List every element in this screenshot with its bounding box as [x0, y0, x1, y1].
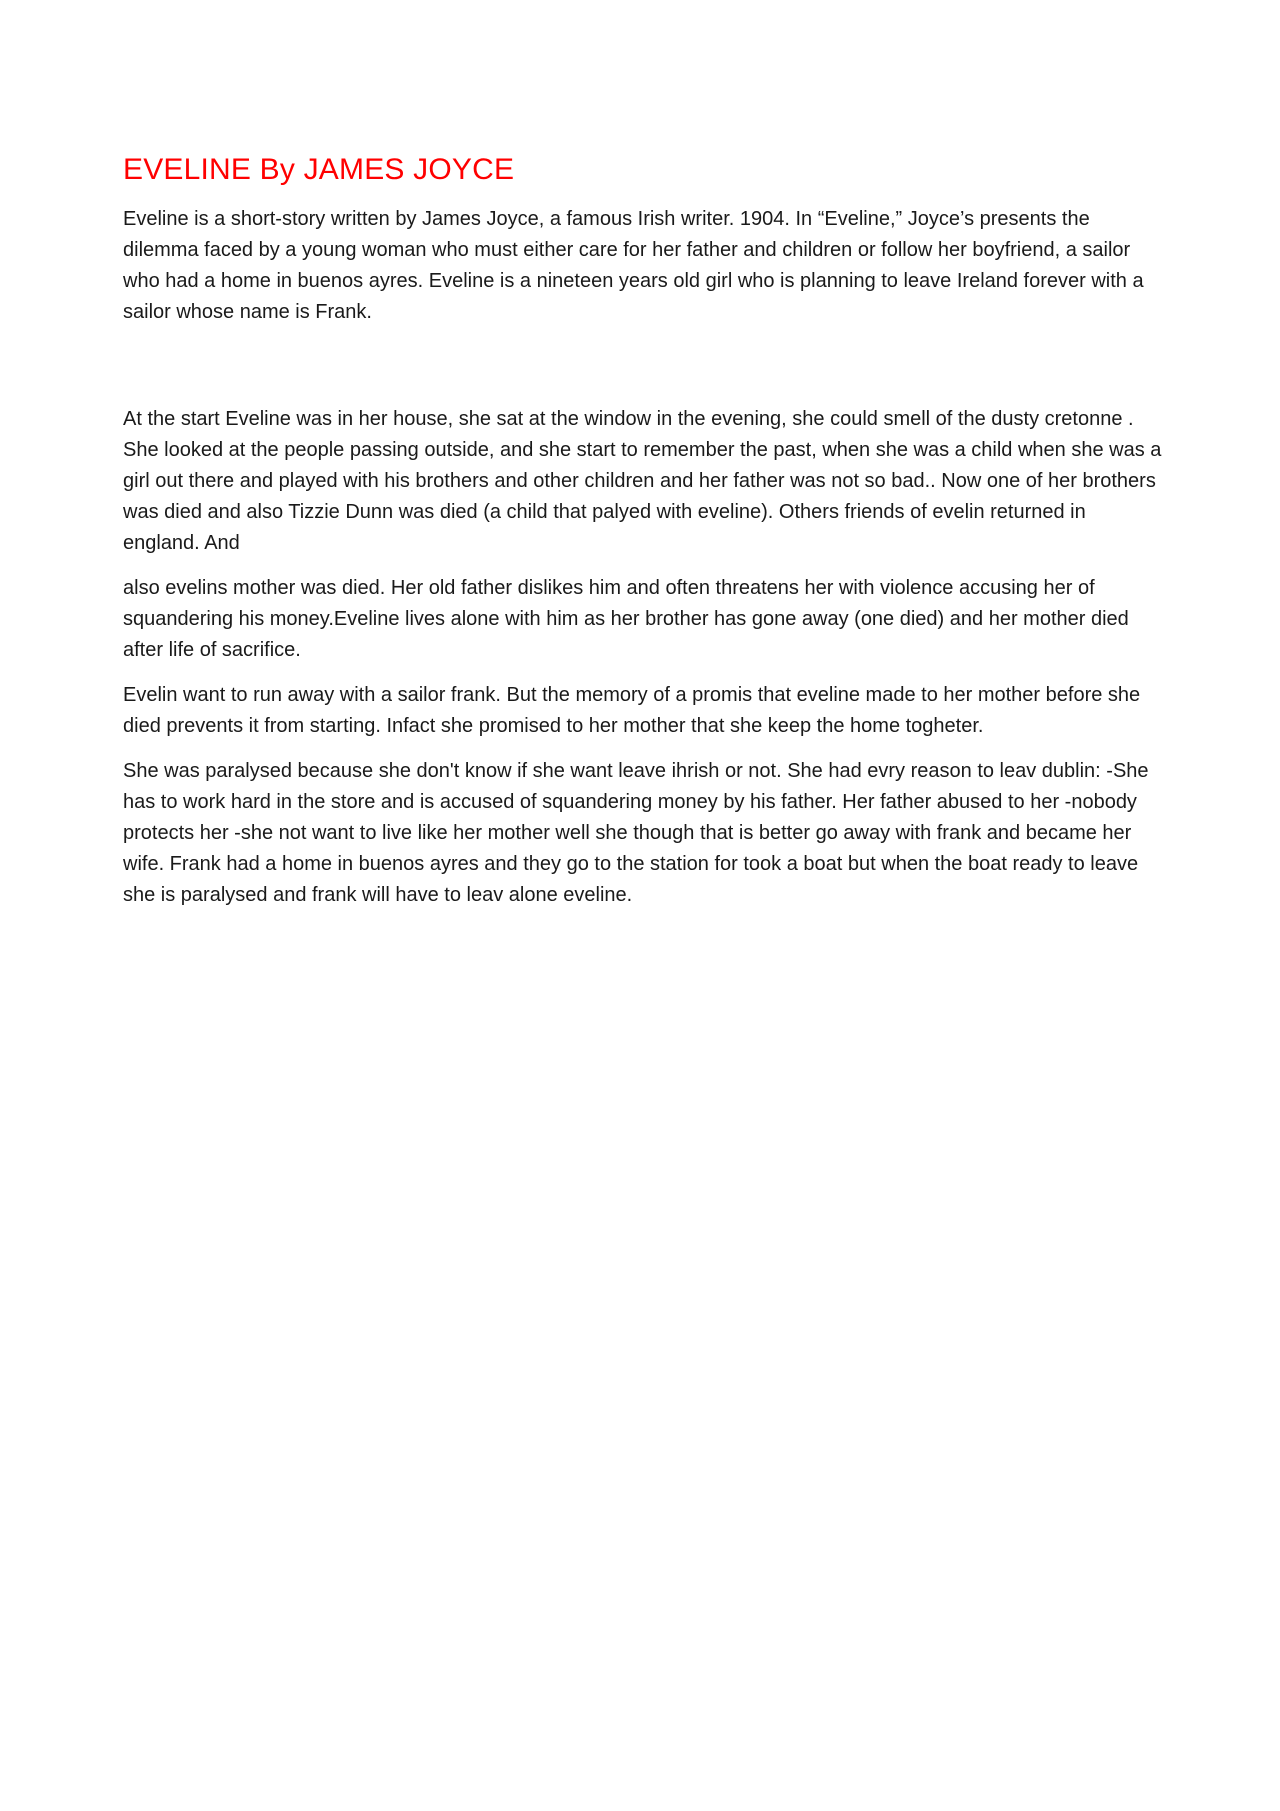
paragraph-intro: Eveline is a short-story written by James Joyce, a famous Irish writer. 1904. In “Eveline,” Joyce’s presents the dilemma faced by a young woman who must either care for her father and children or follow her boyfriend, a sailor who had a home in buenos ayres. Eveline is a nineteen years old girl who is planning to leave Ireland forever with a sailor whose name is Frank. [123, 208, 1144, 323]
paragraph-start: At the start Eveline was in her house, she sat at the window in the evening, she could smell of the dusty cretonne . She looked at the people passing outside, and she start to remember the past, when she was a child when she was a girl out there and played with his brothers and other children and her father was not so bad.. Now one of her brothers was died and also Tizzie Dunn was died (a child that palyed with eveline). Others friends of evelin returned in england. And [123, 408, 1162, 554]
paragraph-promise: Evelin want to run away with a sailor frank. But the memory of a promis that eveline made to her mother before she died prevents it from starting. Infact she promised to her mother that she keep the home togheter. [123, 684, 1141, 737]
document-body [123, 152, 1163, 925]
document-title: EVELINE By JAMES JOYCE [123, 153, 515, 186]
paragraph-paralysed: She was paralysed because she don't know if she want leave ihrish or not. She had evry reason to leav dublin: -She has to work hard in the store and is accused of squandering money by his father. Her father abused to her -nobody protects her -she not want to live like her mother well she though that is better go away with frank and became her wife. Frank had a home in buenos ayres and they go to the station for took a boat but when the boat ready to leave she is paralysed and frank will have to leav alone eveline. [123, 760, 1149, 906]
paragraph-mother: also evelins mother was died. Her old father dislikes him and often threatens her with violence accusing her of squandering his money.Eveline lives alone with him as her brother has gone away (one died) and her mother died after life of sacrifice. [123, 577, 1129, 661]
